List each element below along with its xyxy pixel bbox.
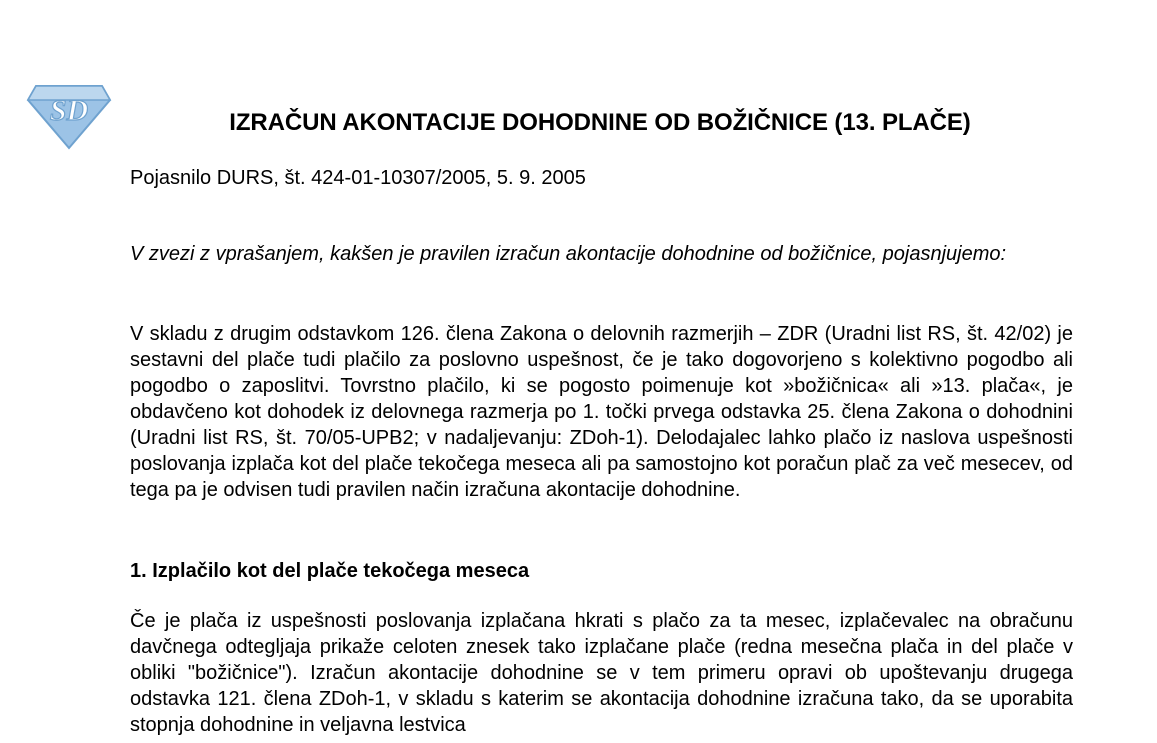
body-paragraph-2: Če je plača iz uspešnosti poslovanja izplačana hkrati s plačo za ta mesec, izplačevalec na obračunu davčnega odtegljaja prikaže celoten znesek tako izplačane plače (redna mesečna plača in del plače v obliki "božičnice"). Izračun akontacije dohodnine se v tem primeru opravi ob upoštevanju drugega odstavka 121. člena ZDoh-1, v skladu s katerim se akontacija dohodnine izračuna tako, da se uporabita stopnja dohodnine in veljavna lestvica — [130, 610, 1073, 736]
document-subtitle: Pojasnilo DURS, št. 424-01-10307/2005, 5. 9. 2005 — [130, 167, 586, 189]
logo-text: SD — [49, 94, 89, 127]
body-paragraph-1: V skladu z drugim odstavkom 126. člena Zakona o delovnih razmerjih – ZDR (Uradni list RS, št. 42/02) je sestavni del plače tudi plačilo za poslovno uspešnost, če je tako dogovorjeno s kolektivno pogodbo ali pogodbo o zaposlitvi. Tovrstno plačilo, ki se pogosto poimenuje kot »božičnica« ali »13. plača«, je obdavčeno kot dohodek iz delovnega razmerja po 1. točki prvega odstavka 25. člena Zakona o dohodnini (Uradni list RS, št. 70/05-UPB2; v nadaljevanju: ZDoh-1). Delodajalec lahko plačo iz naslova uspešnosti poslovanja izplača kot del plače tekočega meseca ali pa samostojno kot poračun plač za več mesecev, od tega pa je odvisen tudi pravilen način izračuna akontacije dohodnine. — [130, 323, 1073, 501]
intro-paragraph: V zvezi z vprašanjem, kakšen je pravilen izračun akontacije dohodnine od božičnice, pojasnjujemo: — [130, 243, 1007, 265]
section-heading-1: 1. Izplačilo kot del plače tekočega meseca — [130, 560, 530, 582]
document-title: IZRAČUN AKONTACIJE DOHODNINE OD BOŽIČNICE (13. PLAČE) — [229, 109, 971, 136]
